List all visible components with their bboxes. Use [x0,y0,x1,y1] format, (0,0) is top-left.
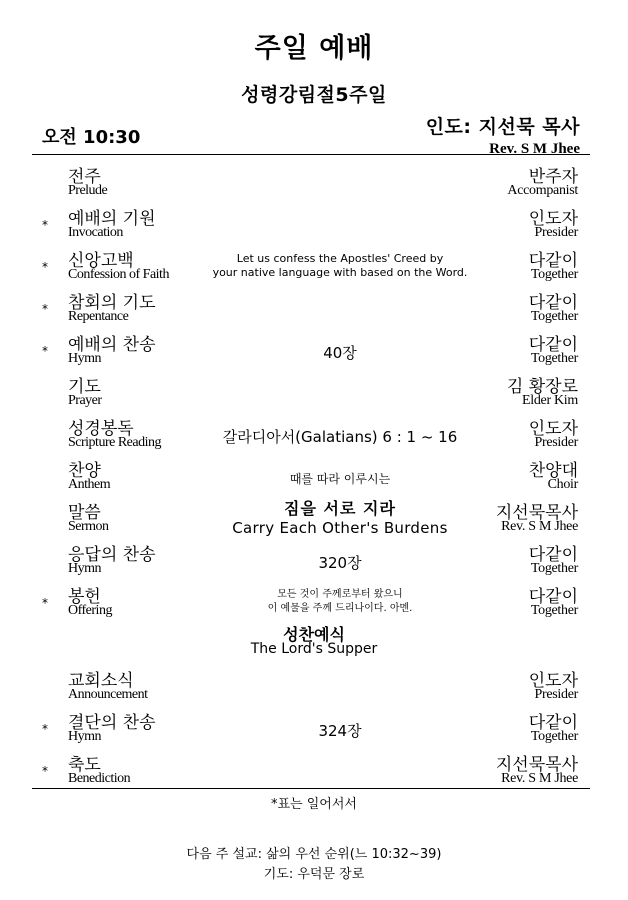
leader-korean: 인도: 지선묵 목사 [425,116,580,138]
item-english-role: Presider [534,435,578,450]
item-english-role: Rev. S M Jhee [501,771,578,786]
item-english-role: Elder Kim [521,393,578,408]
scripture-reference: 갈라디아서(Galatians) 6 : 1 ~ 16 [222,428,458,446]
order-item-closing-hymn [0,708,628,750]
order-item-prelude [0,162,628,204]
item-korean-role: 김 황장로 [506,377,578,397]
item-english-name: Benediction [68,771,131,786]
item-korean-name: 찬양 [68,461,101,481]
item-korean-name: 예배의 찬송 [68,335,156,355]
item-english-role: Together [530,267,578,282]
item-korean-role: 다같이 [528,335,578,355]
standing-mark: * [42,344,48,358]
creed-line: your native language with based on the Word. [212,266,468,279]
item-korean-name: 신앙고백 [68,251,134,271]
supper-heading-english: The Lord's Supper [250,641,378,657]
item-korean-role: 인도자 [528,671,578,691]
item-english-role: Together [530,351,578,366]
sermon-title-english: Carry Each Other's Burdens [232,519,448,537]
item-english-name: Prelude [68,183,108,198]
standing-footnote: *표는 일어서서 [271,797,357,812]
item-korean-name: 예배의 기원 [68,209,156,229]
order-item-repentance [0,288,628,330]
sermon-title-korean: 짐을 서로 지라 [284,499,396,518]
item-english-role: Together [530,561,578,576]
page-title: 주일 예배 [254,33,374,64]
item-korean-role: 다같이 [528,713,578,733]
item-english-name: Offering [68,603,112,618]
order-item-benediction [0,750,628,792]
item-korean-role: 지선묵목사 [495,503,578,523]
order-item-offering [0,582,628,624]
item-korean-role: 찬양대 [528,461,578,481]
offering-line: 이 예물을 주께 드리나이다. 아멘. [267,603,413,614]
standing-mark: * [42,302,48,316]
item-english-role: Presider [534,687,578,702]
item-english-role: Accompanist [507,183,578,198]
item-korean-name: 축도 [68,755,101,775]
standing-mark: * [42,260,48,274]
next-week-sermon: 다음 주 설교: 삶의 우선 순위(느 10:32~39) [186,847,442,862]
offering-line: 모든 것이 주께로부터 왔으니 [277,589,403,600]
item-english-name: Hymn [68,561,101,576]
item-korean-role: 다같이 [528,251,578,271]
item-english-name: Hymn [68,351,101,366]
bottom-divider [32,788,590,789]
item-english-name: Prayer [68,393,102,408]
service-time: 오전 10:30 [42,127,141,148]
standing-mark: * [42,596,48,610]
item-korean-name: 성경봉독 [68,419,134,439]
order-item-opening-hymn [0,330,628,372]
standing-mark: * [42,218,48,232]
supper-heading-korean: 성찬예식 [283,625,345,644]
item-korean-role: 인도자 [528,209,578,229]
top-divider [32,154,590,155]
leader-english: Rev. S M Jhee [489,141,580,157]
item-korean-name: 교회소식 [68,671,134,691]
item-english-name: Announcement [68,687,148,702]
creed-line: Let us confess the Apostles' Creed by [236,252,444,265]
order-item-prayer [0,372,628,414]
item-english-name: Sermon [68,519,109,534]
item-korean-name: 결단의 찬송 [68,713,156,733]
item-english-name: Scripture Reading [68,435,161,450]
item-english-name: Repentance [68,309,129,324]
item-korean-name: 전주 [68,167,101,187]
next-week-prayer: 기도: 우덕문 장로 [263,867,365,882]
item-korean-name: 기도 [68,377,101,397]
hymn-number: 324장 [318,722,362,740]
hymn-number: 40장 [323,344,357,362]
order-item-invocation [0,204,628,246]
item-english-name: Anthem [68,477,111,492]
creed-note [180,252,500,280]
item-english-name: Hymn [68,729,101,744]
item-korean-role: 다같이 [528,545,578,565]
item-english-name: Confession of Faith [68,267,169,282]
order-item-sermon [0,498,628,540]
item-english-role: Rev. S M Jhee [501,519,578,534]
standing-mark: * [42,722,48,736]
item-korean-role: 지선묵목사 [495,755,578,775]
leader-block [426,112,580,158]
item-english-role: Together [530,603,578,618]
page-subtitle: 성령강림절5주일 [241,84,387,106]
order-item-anthem [0,456,628,498]
anthem-title: 때를 따라 이루시는 [289,472,391,486]
item-korean-role: 다같이 [528,587,578,607]
hymn-number: 320장 [318,554,362,572]
order-item-scripture [0,414,628,456]
item-korean-role: 다같이 [528,293,578,313]
item-korean-name: 말씀 [68,503,101,523]
item-english-role: Choir [547,477,578,492]
standing-mark: * [42,764,48,778]
item-korean-role: 인도자 [528,419,578,439]
order-item-response-hymn [0,540,628,582]
item-english-role: Presider [534,225,578,240]
item-english-name: Invocation [68,225,123,240]
order-item-announcement [0,666,628,708]
item-english-role: Together [530,309,578,324]
item-korean-name: 응답의 찬송 [68,545,156,565]
item-korean-name: 봉헌 [68,587,101,607]
offering-note [180,588,500,616]
order-item-confession [0,246,628,288]
item-korean-role: 반주자 [528,167,578,187]
item-korean-name: 참회의 기도 [68,293,156,313]
item-english-role: Together [530,729,578,744]
